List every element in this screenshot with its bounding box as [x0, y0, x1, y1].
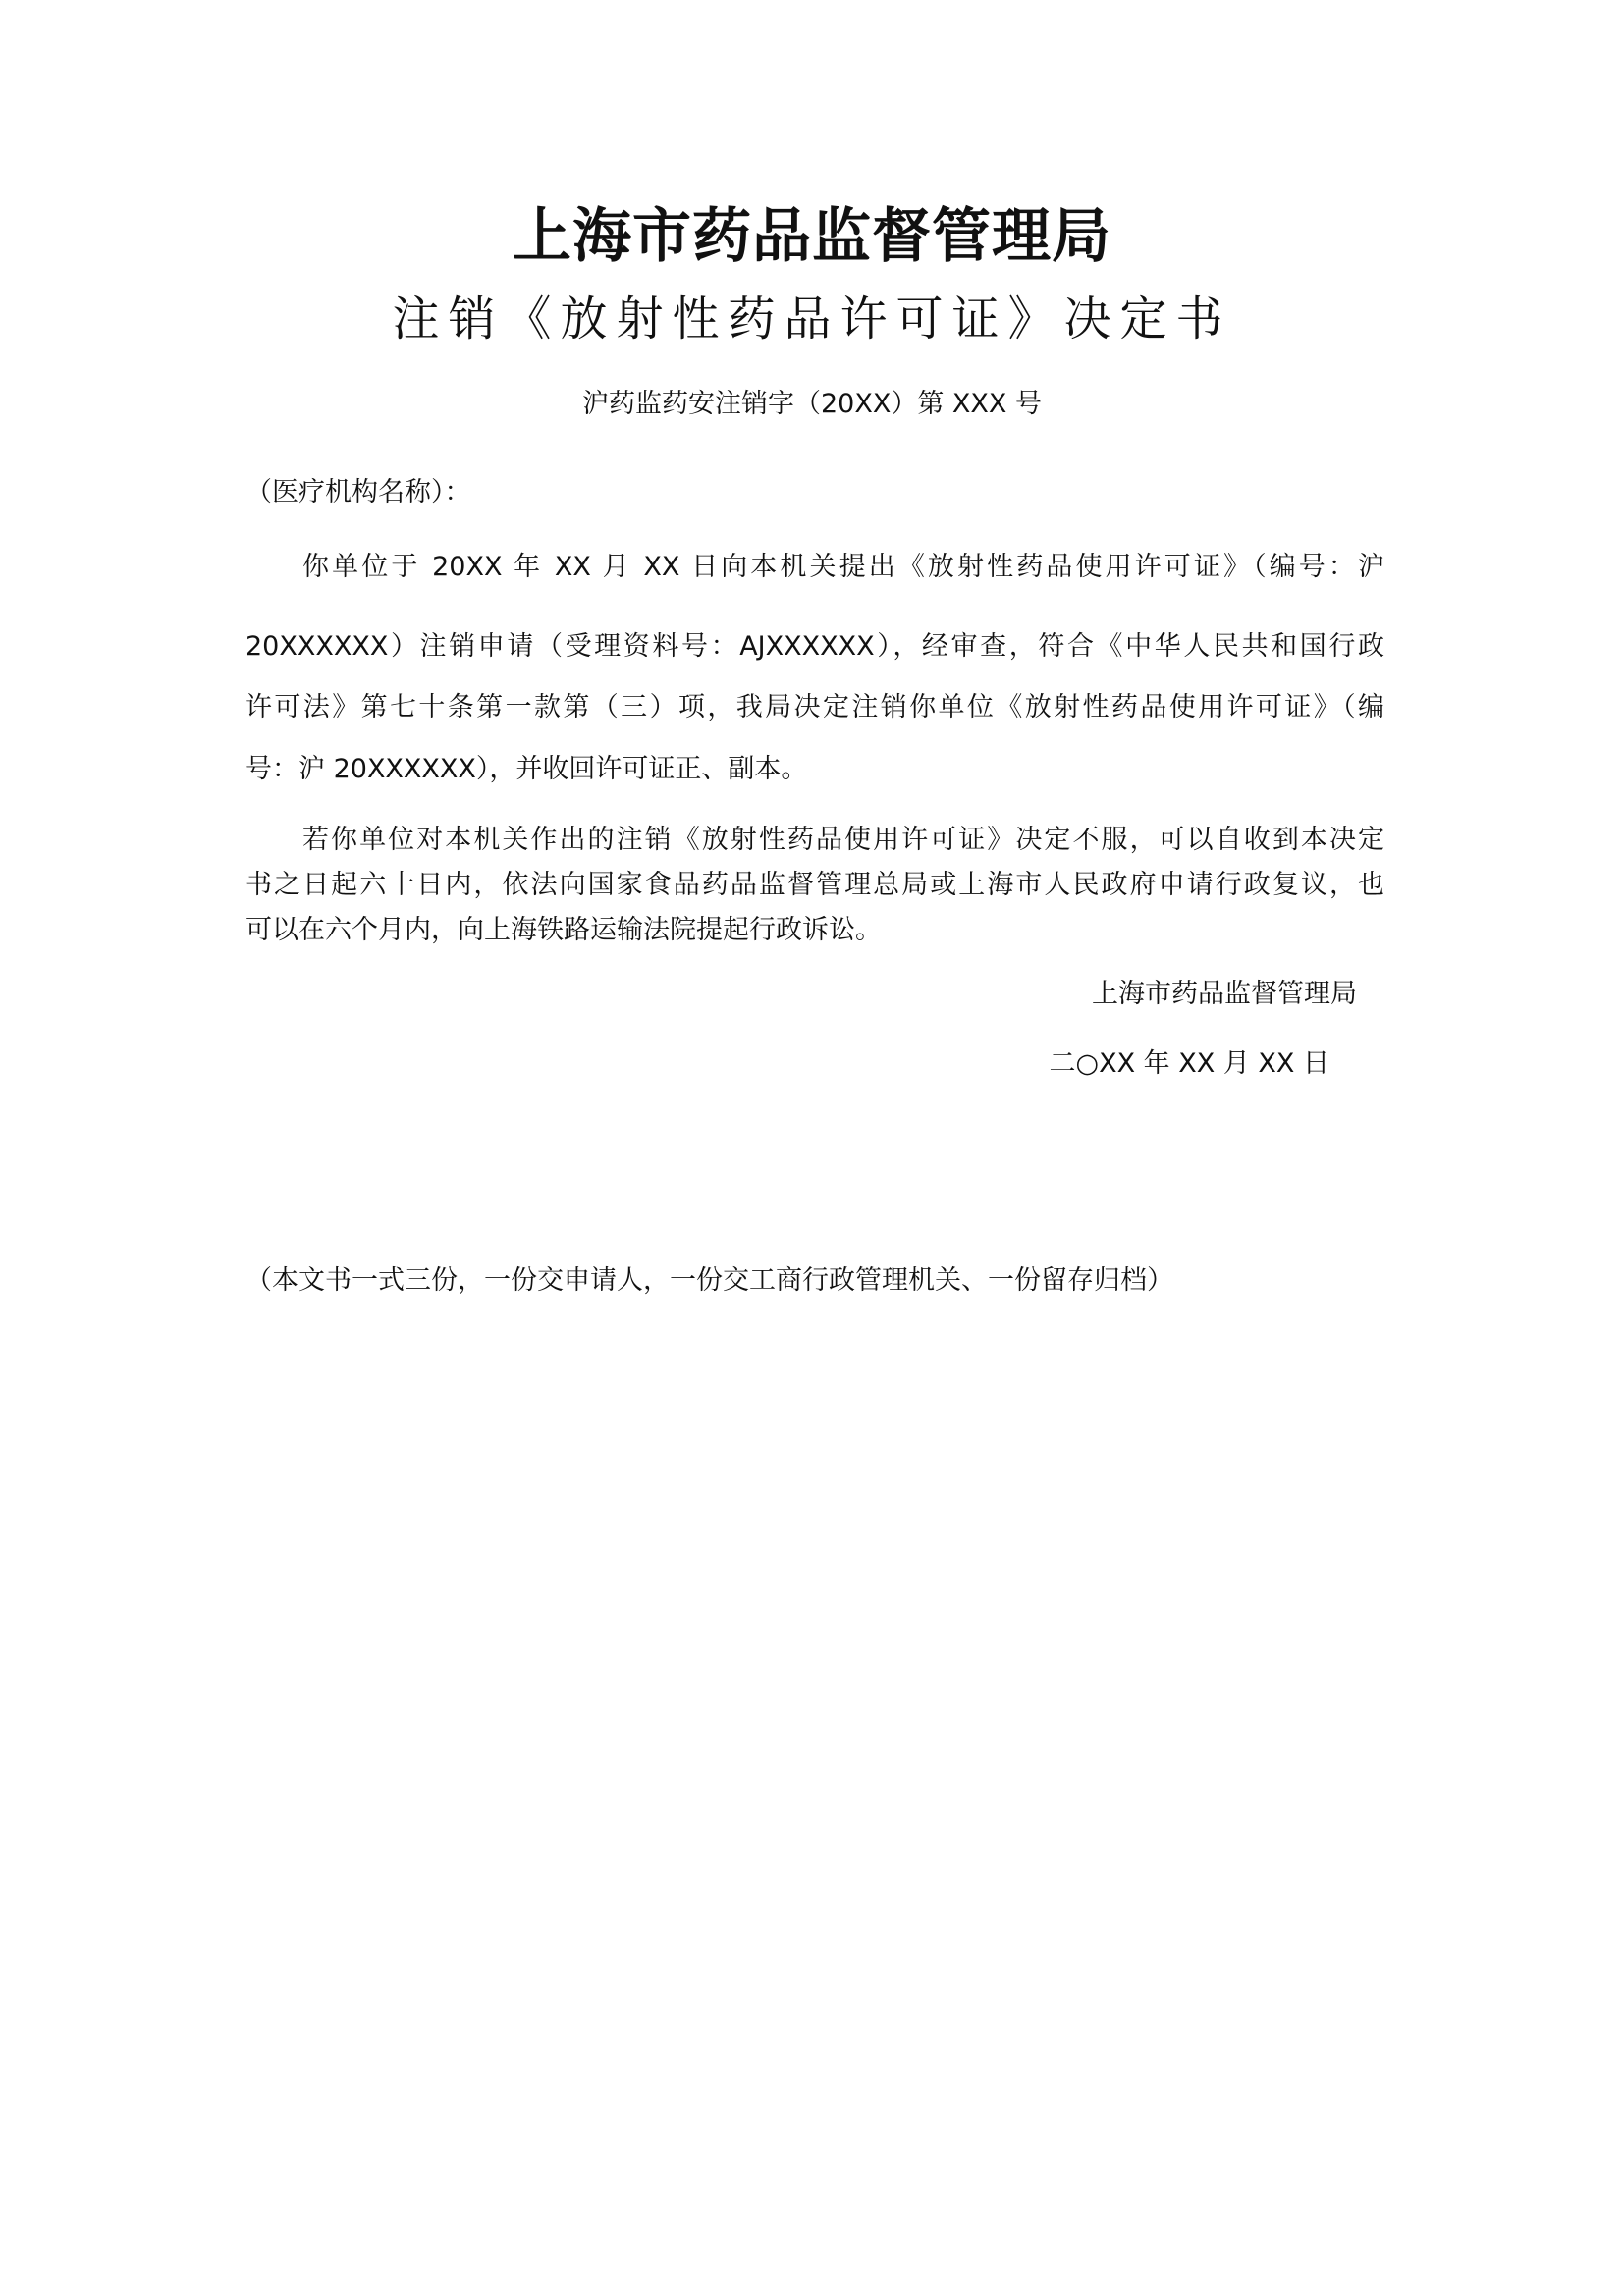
- paragraph-line: 号：沪 20XXXXXX），并收回许可证正、副本。: [245, 754, 808, 784]
- signature-organization: 上海市药品监督管理局: [1092, 979, 1357, 1009]
- paragraph-line: 书之日起六十日内，依法向国家食品药品监督管理总局或上海市人民政府申请行政复议，也: [245, 870, 1384, 900]
- paragraph-line: 许可法》第七十条第一款第（三）项，我局决定注销你单位《放射性药品使用许可证》（编: [245, 692, 1384, 722]
- paragraph-line: 你单位于 20XX 年 XX 月 XX 日向本机关提出《放射性药品使用许可证》（编号：沪: [302, 552, 1384, 582]
- agency-title: 上海市药品监督管理局: [513, 202, 1111, 271]
- document-number: 沪药监药安注销字（20XX）第 XXX 号: [581, 389, 1042, 419]
- document-footnote: （本文书一式三份，一份交申请人，一份交工商行政管理机关、一份留存归档）: [245, 1265, 1173, 1296]
- paragraph-line: 20XXXXXX）注销申请（受理资料号：AJXXXXXX），经审查，符合《中华人民共和国行政: [245, 631, 1384, 662]
- paragraph-line: 可以在六个月内，向上海铁路运输法院提起行政诉讼。: [245, 915, 882, 945]
- document-title: 注销《放射性药品许可证》决定书: [392, 292, 1232, 347]
- paragraph-line: 若你单位对本机关作出的注销《放射性药品使用许可证》决定不服，可以自收到本决定: [302, 825, 1384, 855]
- recipient-line: （医疗机构名称）：: [245, 477, 471, 507]
- signature-date: 二○XX 年 XX 月 XX 日: [1049, 1048, 1329, 1079]
